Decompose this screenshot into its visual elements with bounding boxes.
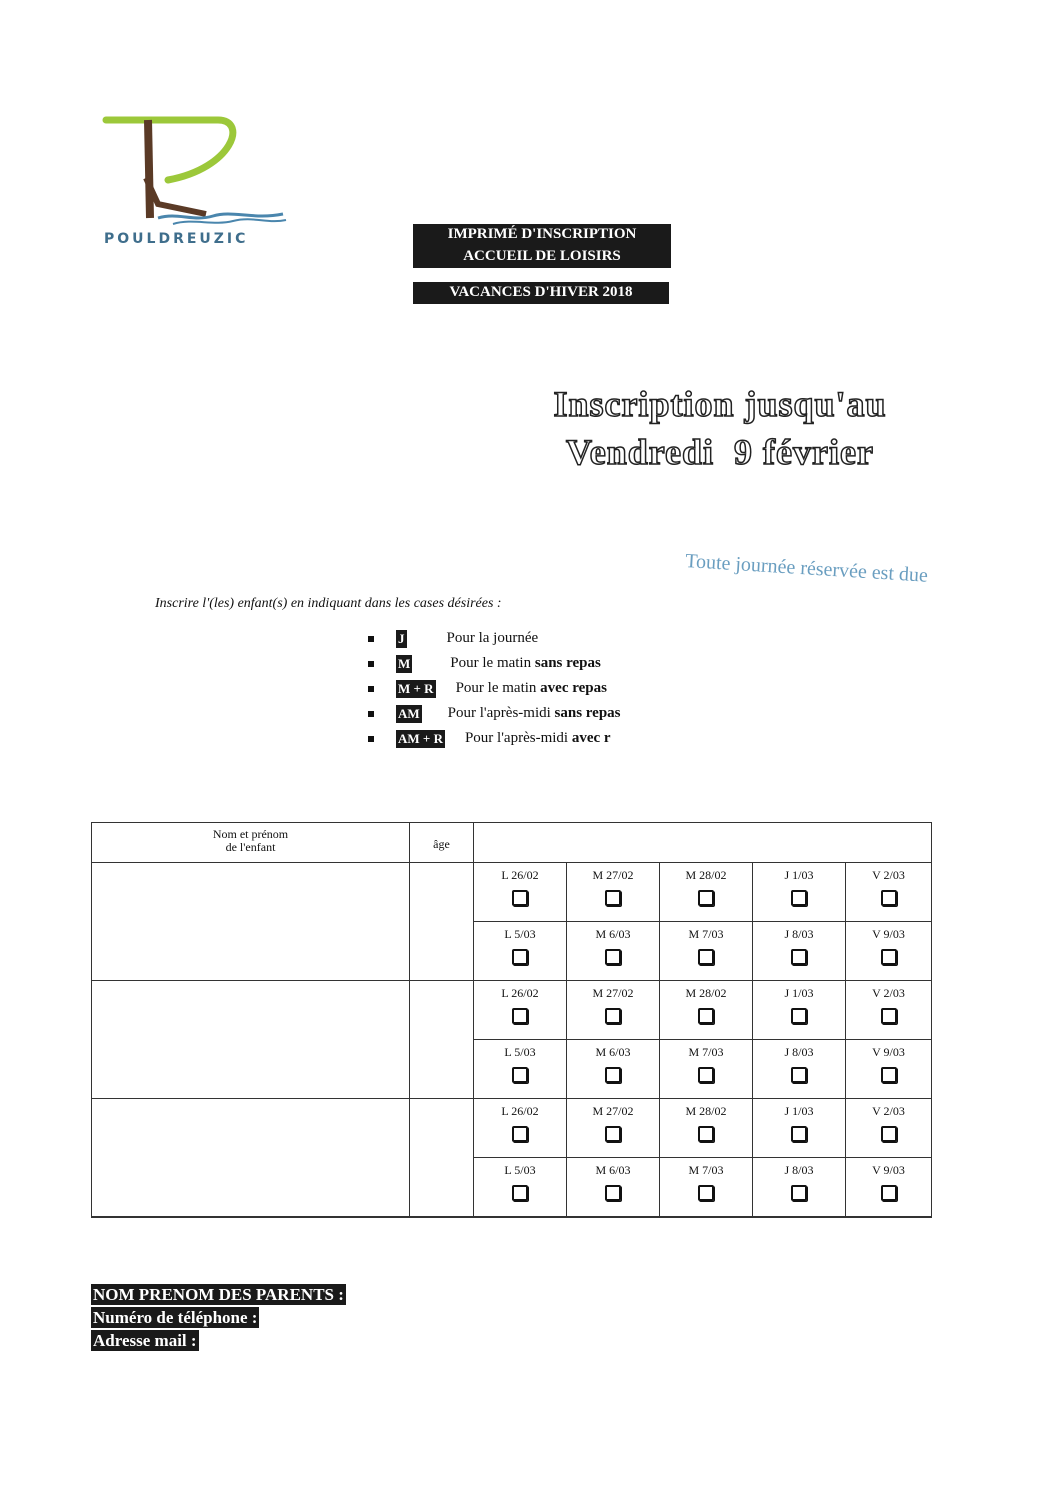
bullet-icon — [368, 686, 374, 692]
legend-code: AM — [398, 705, 420, 721]
legend-list — [368, 626, 621, 751]
day-label: M 27/02 — [592, 868, 634, 882]
logo-text: POULDREUZIC — [104, 231, 249, 247]
day-checkbox[interactable] — [605, 1067, 621, 1083]
day-checkbox[interactable] — [881, 1008, 897, 1024]
child-age-field[interactable] — [410, 981, 474, 1099]
day-checkbox[interactable] — [791, 1126, 807, 1142]
legend-desc-text: Pour l'après-midi — [464, 730, 572, 746]
day-label: V 9/03 — [872, 1163, 905, 1177]
day-cell — [474, 1099, 567, 1158]
day-checkbox[interactable] — [791, 949, 807, 965]
day-checkbox[interactable] — [791, 1185, 807, 1201]
legend-item — [368, 701, 621, 726]
legend-code: AM + R — [398, 730, 443, 746]
day-cell — [753, 1040, 846, 1099]
legend-item — [368, 651, 621, 676]
legend-desc — [448, 705, 621, 722]
parents-name-label: NOM PRENOM DES PARENTS : — [93, 1285, 344, 1304]
form-title-line-1: IMPRIMÉ D'INSCRIPTION — [447, 226, 637, 242]
day-label: J 8/03 — [784, 1163, 814, 1177]
name-header-line-2: de l'enfant — [225, 840, 276, 854]
day-checkbox[interactable] — [698, 1067, 714, 1083]
day-cell — [660, 863, 753, 922]
day-checkbox[interactable] — [512, 1185, 528, 1201]
legend-desc-text: Pour l'après-midi — [447, 705, 555, 721]
day-cell — [660, 1158, 753, 1217]
day-label: J 1/03 — [784, 986, 814, 1000]
day-label: M 6/03 — [595, 1045, 631, 1059]
day-label: J 8/03 — [784, 927, 814, 941]
day-label: J 8/03 — [784, 1045, 814, 1059]
day-label: M 28/02 — [685, 1104, 727, 1118]
child-name-field[interactable] — [92, 1099, 410, 1217]
day-cell — [660, 1099, 753, 1158]
day-label: J 1/03 — [784, 868, 814, 882]
day-cell — [846, 922, 931, 981]
bullet-icon — [368, 711, 374, 717]
day-label: M 7/03 — [688, 1045, 724, 1059]
day-label: M 27/02 — [592, 1104, 634, 1118]
legend-desc-bold: sans repas — [554, 705, 621, 721]
day-cell — [567, 1158, 660, 1217]
day-cell — [474, 981, 567, 1040]
day-checkbox[interactable] — [698, 1008, 714, 1024]
day-checkbox[interactable] — [698, 1126, 714, 1142]
day-cell — [474, 1040, 567, 1099]
day-checkbox[interactable] — [791, 890, 807, 906]
legend-code: M — [398, 655, 411, 671]
legend-desc-bold: sans repas — [534, 655, 601, 671]
age-column-header: âge — [410, 823, 474, 863]
day-label: L 26/02 — [501, 986, 539, 1000]
legend-desc-text: Pour le matin — [450, 655, 535, 671]
day-checkbox[interactable] — [605, 1008, 621, 1024]
child-age-field[interactable] — [410, 1099, 474, 1217]
legend-item — [368, 726, 621, 751]
legend-desc-bold: avec repas — [540, 680, 607, 696]
day-checkbox[interactable] — [512, 890, 528, 906]
legend-item — [368, 626, 621, 651]
day-label: L 26/02 — [501, 868, 539, 882]
day-cell — [660, 1040, 753, 1099]
payment-note: Toute journée réservée est due — [684, 550, 929, 587]
day-cell — [846, 863, 931, 922]
day-checkbox[interactable] — [881, 949, 897, 965]
name-column-header — [92, 823, 410, 863]
form-subtitle: VACANCES D'HIVER 2018 — [413, 282, 669, 304]
day-label: M 6/03 — [595, 1163, 631, 1177]
day-checkbox[interactable] — [605, 1185, 621, 1201]
legend-desc — [456, 680, 607, 697]
instruction-text: Inscrire l'(les) enfant(s) en indiquant dans les cases désirées : — [155, 596, 502, 611]
form-title — [413, 224, 671, 268]
day-cell — [753, 1099, 846, 1158]
day-cell — [474, 863, 567, 922]
day-cell — [474, 1158, 567, 1217]
registration-table — [91, 822, 932, 1218]
day-cell — [846, 1099, 931, 1158]
day-cell — [474, 922, 567, 981]
day-checkbox[interactable] — [605, 890, 621, 906]
legend-desc-bold: avec r — [571, 730, 611, 746]
deadline-heading — [520, 380, 920, 476]
day-checkbox[interactable] — [512, 949, 528, 965]
day-checkbox[interactable] — [791, 1067, 807, 1083]
day-cell — [567, 1040, 660, 1099]
day-label: V 2/03 — [872, 868, 905, 882]
day-label: M 28/02 — [685, 986, 727, 1000]
day-cell — [753, 863, 846, 922]
day-label: L 5/03 — [504, 927, 536, 941]
child-age-field[interactable] — [410, 863, 474, 981]
day-checkbox[interactable] — [881, 1126, 897, 1142]
name-header-line-1: Nom et prénom — [212, 827, 289, 841]
email-label: Adresse mail : — [93, 1331, 197, 1350]
day-cell — [567, 981, 660, 1040]
day-label: M 27/02 — [592, 986, 634, 1000]
day-cell — [567, 863, 660, 922]
day-checkbox[interactable] — [881, 890, 897, 906]
form-title-line-2: ACCUEIL DE LOISIRS — [463, 248, 621, 264]
day-label: M 28/02 — [685, 868, 727, 882]
day-checkbox[interactable] — [698, 890, 714, 906]
day-cell — [567, 1099, 660, 1158]
day-label: V 2/03 — [872, 986, 905, 1000]
day-label: M 7/03 — [688, 1163, 724, 1177]
day-cell — [846, 1040, 931, 1099]
day-cell — [846, 1158, 931, 1217]
day-cell — [660, 981, 753, 1040]
deadline-line-1: Inscription jusqu'au — [553, 384, 887, 424]
legend-desc-text: Pour la journée — [446, 630, 539, 646]
bullet-icon — [368, 636, 374, 642]
legend-desc — [465, 730, 611, 747]
day-label: V 2/03 — [872, 1104, 905, 1118]
day-cell — [753, 1158, 846, 1217]
legend-code: M + R — [398, 680, 434, 696]
day-label: L 5/03 — [504, 1045, 536, 1059]
day-checkbox[interactable] — [698, 1185, 714, 1201]
day-checkbox[interactable] — [512, 1008, 528, 1024]
day-checkbox[interactable] — [791, 1008, 807, 1024]
day-checkbox[interactable] — [512, 1067, 528, 1083]
legend-desc-text: Pour le matin — [455, 680, 541, 696]
day-cell — [660, 922, 753, 981]
day-label: M 6/03 — [595, 927, 631, 941]
bullet-icon — [368, 736, 374, 742]
day-checkbox[interactable] — [512, 1126, 528, 1142]
day-label: V 9/03 — [872, 1045, 905, 1059]
legend-desc — [447, 630, 539, 647]
day-checkbox[interactable] — [881, 1067, 897, 1083]
pouldreuzic-logo — [98, 108, 298, 248]
day-checkbox[interactable] — [698, 949, 714, 965]
day-checkbox[interactable] — [605, 949, 621, 965]
day-cell — [567, 922, 660, 981]
day-checkbox[interactable] — [881, 1185, 897, 1201]
day-checkbox[interactable] — [605, 1126, 621, 1142]
bullet-icon — [368, 661, 374, 667]
day-label: L 5/03 — [504, 1163, 536, 1177]
day-cell — [846, 981, 931, 1040]
day-label: L 26/02 — [501, 1104, 539, 1118]
day-cell — [753, 981, 846, 1040]
day-label: M 7/03 — [688, 927, 724, 941]
days-column-header — [474, 823, 931, 863]
legend-item — [368, 676, 621, 701]
child-name-field[interactable] — [92, 981, 410, 1099]
day-label: V 9/03 — [872, 927, 905, 941]
legend-desc — [450, 655, 601, 672]
day-label: J 1/03 — [784, 1104, 814, 1118]
phone-label: Numéro de téléphone : — [93, 1308, 258, 1327]
child-name-field[interactable] — [92, 863, 410, 981]
legend-code: J — [398, 630, 405, 646]
deadline-line-2: Vendredi 9 février — [566, 432, 874, 472]
day-cell — [753, 922, 846, 981]
